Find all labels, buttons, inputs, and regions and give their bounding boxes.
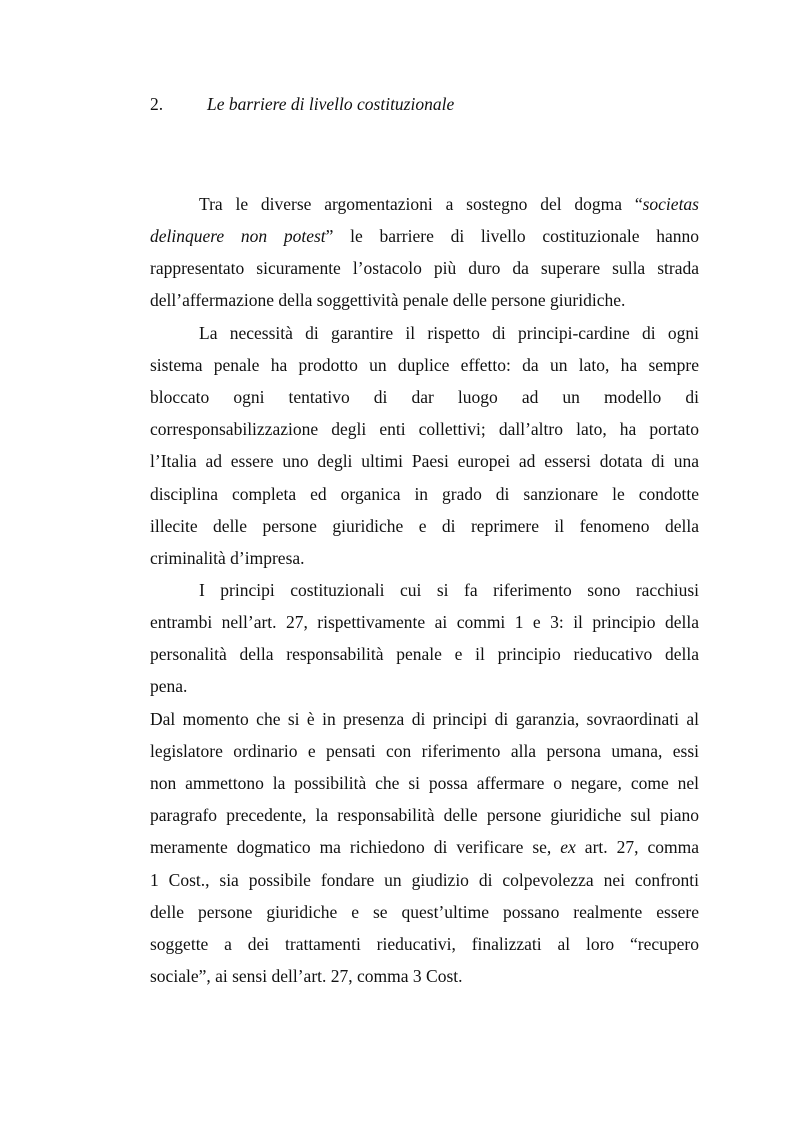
text-line: delle persone giuridiche e se quest’ultime possano realmente essere xyxy=(150,902,699,922)
text-line: corresponsabilizzazione degli enti collettivi; dall’altro lato, ha portato xyxy=(150,419,699,439)
text-line: bloccato ogni tentativo di dar luogo ad un modello di xyxy=(150,387,699,407)
text-line: meramente dogmatico ma richiedono di verificare se, ex art. 27, comma xyxy=(150,837,699,857)
text-line: paragrafo precedente, la responsabilità delle persone giuridiche sul piano xyxy=(150,805,699,825)
text-line: 1 Cost., sia possibile fondare un giudizio di colpevolezza nei confronti xyxy=(150,870,699,890)
text-line: criminalità d’impresa. xyxy=(150,548,305,568)
text-line: soggette a dei trattamenti rieducativi, finalizzati al loro “recupero xyxy=(150,934,699,954)
text-line: l’Italia ad essere uno degli ultimi Paesi europei ad essersi dotata di una xyxy=(150,451,699,471)
text-line: Tra le diverse argomentazioni a sostegno del dogma “societas xyxy=(199,194,699,214)
text-line: Dal momento che si è in presenza di principi di garanzia, sovraordinati al xyxy=(150,709,699,729)
text-line: I principi costituzionali cui si fa riferimento sono racchiusi xyxy=(199,580,699,600)
text-line: dell’affermazione della soggettività penale delle persone giuridiche. xyxy=(150,290,626,310)
text-line: pena. xyxy=(150,676,188,696)
text-line: La necessità di garantire il rispetto di principi-cardine di ogni xyxy=(199,323,699,343)
section-title: Le barriere di livello costituzionale xyxy=(207,94,455,114)
section-number: 2. xyxy=(150,94,164,114)
text-line: entrambi nell’art. 27, rispettivamente ai commi 1 e 3: il principio della xyxy=(150,612,699,632)
section-heading xyxy=(150,94,454,115)
text-line: rappresentato sicuramente l’ostacolo più duro da superare sulla strada xyxy=(150,258,699,278)
text-line: sistema penale ha prodotto un duplice effetto: da un lato, ha sempre xyxy=(150,355,699,375)
text-line: sociale”, ai sensi dell’art. 27, comma 3 Cost. xyxy=(150,966,463,986)
text-line: legislatore ordinario e pensati con riferimento alla persona umana, essi xyxy=(150,741,699,761)
text-line: personalità della responsabilità penale e il principio rieducativo della xyxy=(150,644,699,664)
text-line: non ammettono la possibilità che si possa affermare o negare, come nel xyxy=(150,773,699,793)
text-line: illecite delle persone giuridiche e di reprimere il fenomeno della xyxy=(150,516,699,536)
text-line: delinquere non potest” le barriere di livello costituzionale hanno xyxy=(150,226,699,246)
text-line: disciplina completa ed organica in grado di sanzionare le condotte xyxy=(150,484,699,504)
